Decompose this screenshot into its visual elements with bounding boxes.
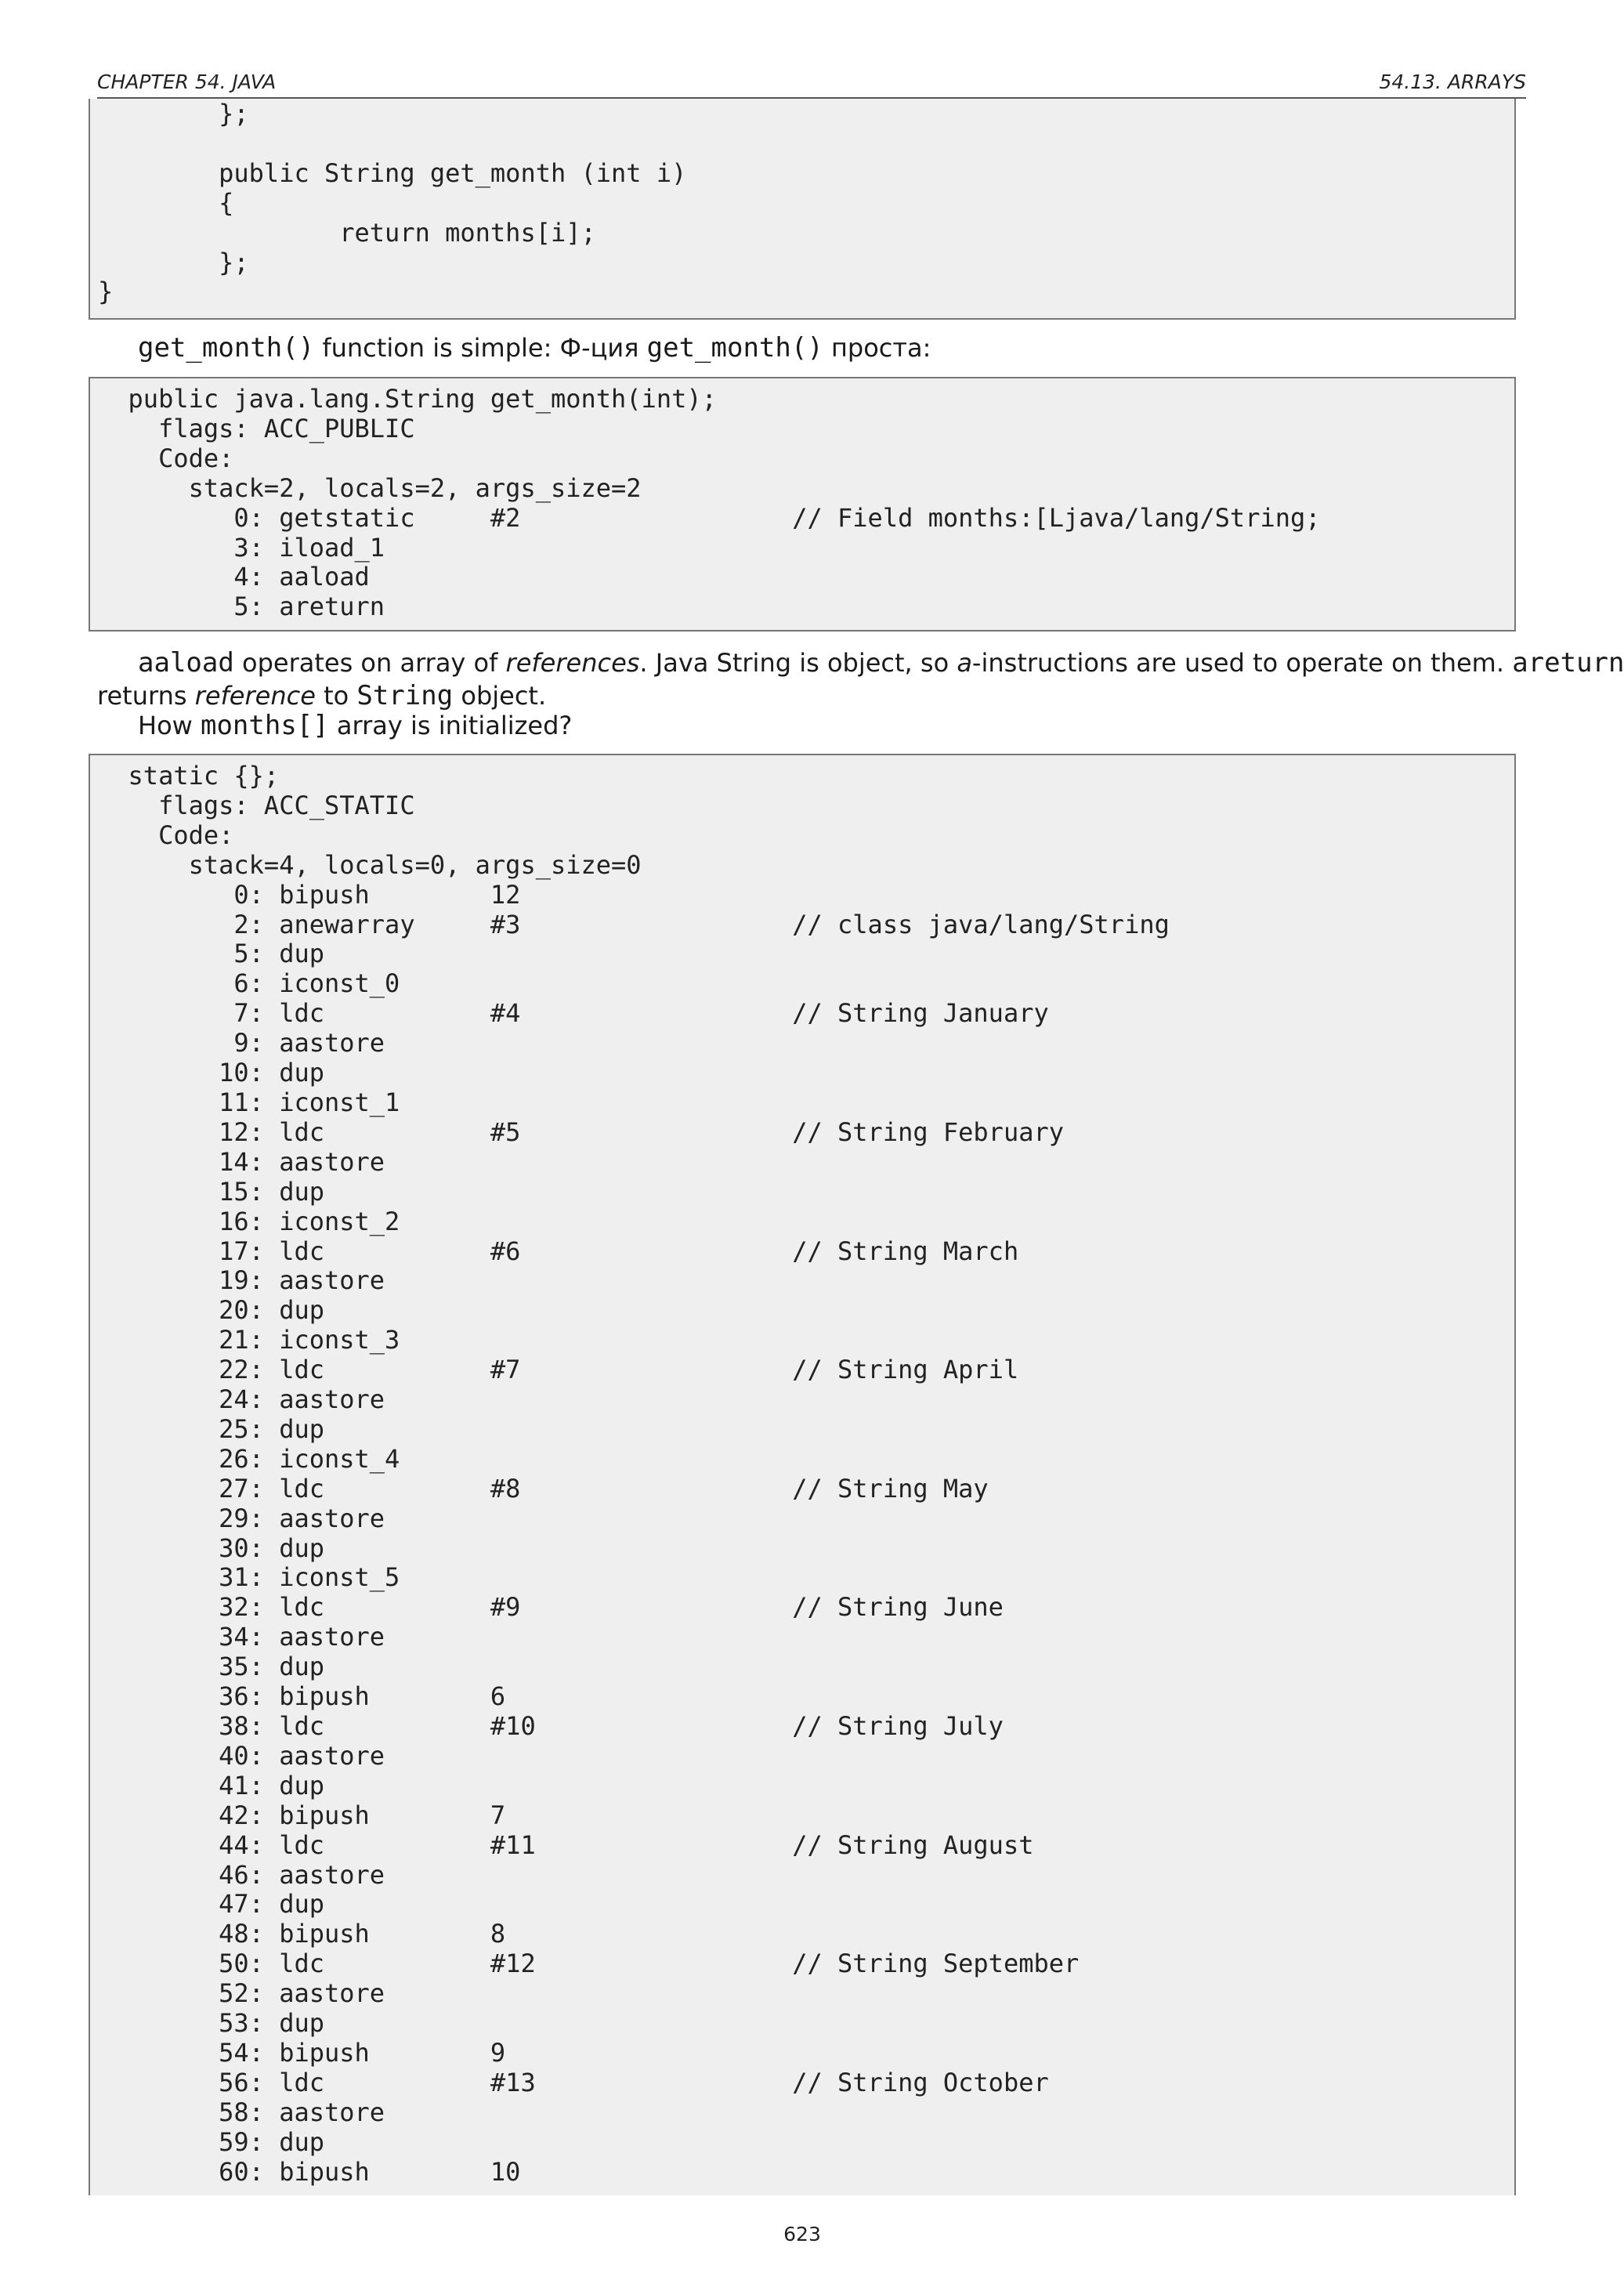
paragraph-text: проста: bbox=[823, 333, 931, 363]
emphasis: reference bbox=[194, 681, 316, 711]
code-listing-get-month-source bbox=[89, 99, 1516, 320]
paragraph-text: How bbox=[138, 711, 201, 740]
paragraph-text: returns bbox=[97, 681, 195, 711]
paragraph-text: array is initialized? bbox=[328, 711, 573, 740]
paragraph-text: . Java String is object, so bbox=[639, 648, 957, 678]
code-listing-get-month-bytecode bbox=[89, 377, 1516, 631]
code-text: public java.lang.String get_month(int); flags: ACC_PUBLIC Code: stack=2, locals=2, args_size=2 0: getstatic #2 // Field months:[Ljava/lang/String; 3: iload_1 4: aaload 5: areturn bbox=[128, 384, 1321, 622]
running-header bbox=[97, 66, 1526, 99]
paragraph-text: object. bbox=[453, 681, 547, 711]
emphasis: references bbox=[505, 648, 640, 678]
chapter-title: CHAPTER 54. JAVA bbox=[97, 71, 277, 93]
paragraph-text: function is simple: Ф-ция bbox=[314, 333, 647, 363]
paragraph-text: -instructions are used to operate on them. bbox=[971, 648, 1513, 678]
paragraph-text: operates on array of bbox=[233, 648, 506, 678]
paragraph-aaload-line1 bbox=[97, 647, 1624, 679]
code-text: static {}; flags: ACC_STATIC Code: stack=4, locals=0, args_size=0 0: bipush 12 2: anewarray #3 // class java/lang/String 5: dup 6: iconst_0 7: ldc #4 // String January 9: aastore 10: dup 11: iconst_1 12: ldc #5 // String February 14: aastore 15: dup 16: iconst_2 17: ldc #6 // String March 19: aastore 20: dup 21: iconst_3 22: ldc #7 // String April 24: aastore 25: dup 26: iconst_4 27: ldc #8 // String May 29: aastore 30: dup 31: iconst_5 32: ldc #9 // String June 34: aastore 35: dup 36: bipush 6 38: ldc #10 // String July 40: aastore 41: dup 42: bipush 7 44: ldc #11 // String August 46: aastore 47: dup 48: bipush 8 50: ldc #12 // String September 52: aastore 53: dup 54: bipush 9 56: ldc #13 // String October 58: aastore 59: dup 60: bipush 10 bbox=[128, 761, 1170, 2187]
section-title: 54.13. ARRAYS bbox=[1379, 71, 1526, 93]
inline-code: String bbox=[356, 680, 454, 711]
code-text: }; public String get_month (int i) { return months[i]; }; } bbox=[98, 99, 687, 307]
inline-code: get_month() bbox=[646, 332, 823, 364]
paragraph-text: to bbox=[315, 681, 357, 711]
paragraph-aaload-line2 bbox=[97, 680, 1526, 711]
paragraph-get-month bbox=[97, 332, 1567, 364]
inline-code: aaload bbox=[138, 647, 234, 679]
paragraph-months-init bbox=[97, 710, 1567, 741]
inline-code: months[] bbox=[200, 710, 329, 741]
code-listing-static-init-bytecode bbox=[89, 754, 1516, 2195]
inline-code: areturn bbox=[1512, 647, 1624, 679]
emphasis: a bbox=[957, 648, 972, 678]
inline-code: get_month() bbox=[138, 332, 315, 364]
page-number: 623 bbox=[783, 2223, 821, 2245]
